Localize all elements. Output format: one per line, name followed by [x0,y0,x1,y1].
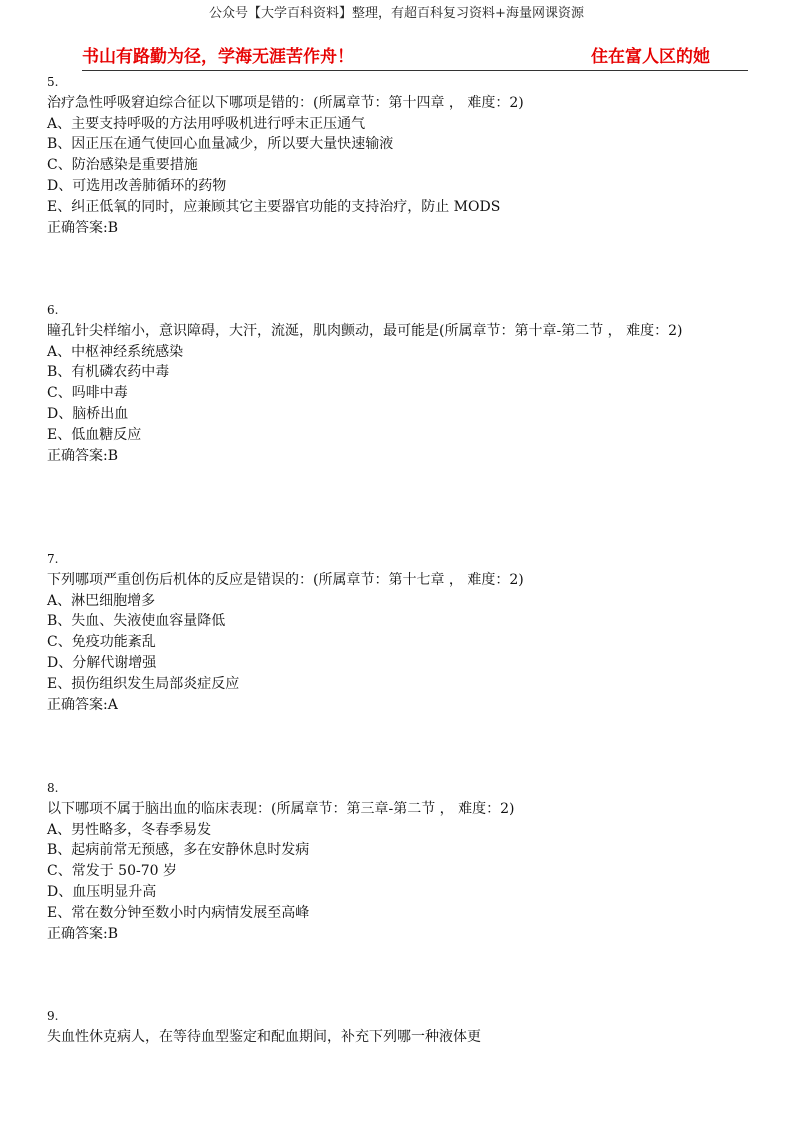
question-stem: 失血性休克病人，在等待血型鉴定和配血期间，补充下列哪一种液体更 [47,1028,481,1045]
question-stem: 下列哪项严重创伤后机体的反应是错误的：(所属章节：第十七章 ， 难度：2) [47,571,524,588]
option-b: B、失血、失液使血容量降低 [47,613,226,630]
question-number: 6. [47,303,59,317]
header-note: 公众号【大学百科资料】整理，有超百科复习资料+海量网课资源 [209,6,584,21]
option-e: E、损伤组织发生局部炎症反应 [47,675,240,692]
option-a: A、主要支持呼吸的方法用呼吸机进行呼末正压通气 [47,115,366,132]
option-d: D、血压明显升高 [47,883,157,900]
question-number: 5. [47,75,59,89]
option-b: B、起病前常无预感，多在安静休息时发病 [47,842,310,859]
correct-answer: 正确答案:B [47,925,119,942]
option-a: A、中枢神经系统感染 [47,343,184,360]
option-e: E、纠正低氧的同时，应兼顾其它主要器官功能的支持治疗，防止 MODS [47,198,501,215]
question-stem: 以下哪项不属于脑出血的临床表现：(所属章节：第三章-第二节 ， 难度：2) [47,800,515,817]
option-a: A、男性略多，冬春季易发 [47,821,212,838]
option-c: C、防治感染是重要措施 [47,157,198,174]
question-number: 8. [47,781,59,795]
correct-answer: 正确答案:B [47,447,119,464]
option-e: E、常在数分钟至数小时内病情发展至高峰 [47,904,310,921]
correct-answer: 正确答案:B [47,219,119,236]
question-5 [47,72,747,238]
question-stem: 治疗急性呼吸窘迫综合征以下哪项是错的：(所属章节：第十四章 ， 难度：2) [47,94,524,111]
option-d: D、分解代谢增强 [47,654,157,671]
option-e: E、低血糖反应 [47,426,142,443]
question-number: 9. [47,1009,59,1023]
question-8 [47,778,747,944]
option-c: C、常发于 50-70 岁 [47,863,177,880]
slogan: 书山有路勤为径，学海无涯苦作舟！ [82,47,354,67]
option-b: B、有机磷农药中毒 [47,364,170,381]
option-c: C、免疫功能紊乱 [47,634,156,651]
question-stem: 瞳孔针尖样缩小，意识障碍，大汗，流涎，肌肉颤动，最可能是(所属章节：第十章-第二节 ， 难度：2) [47,322,683,339]
page-banner [82,42,748,71]
option-d: D、可选用改善肺循环的药物 [47,177,227,194]
option-a: A、淋巴细胞增多 [47,592,156,609]
question-6 [47,300,747,466]
option-d: D、脑桥出血 [47,405,129,422]
question-7 [47,549,747,715]
author-signature: 住在富人区的她 [591,47,710,67]
option-c: C、吗啡中毒 [47,385,128,402]
correct-answer: 正确答案:A [47,696,118,713]
question-9 [47,1006,747,1048]
option-b: B、因正压在通气使回心血量减少，所以要大量快速输液 [47,136,394,153]
question-number: 7. [47,552,59,566]
